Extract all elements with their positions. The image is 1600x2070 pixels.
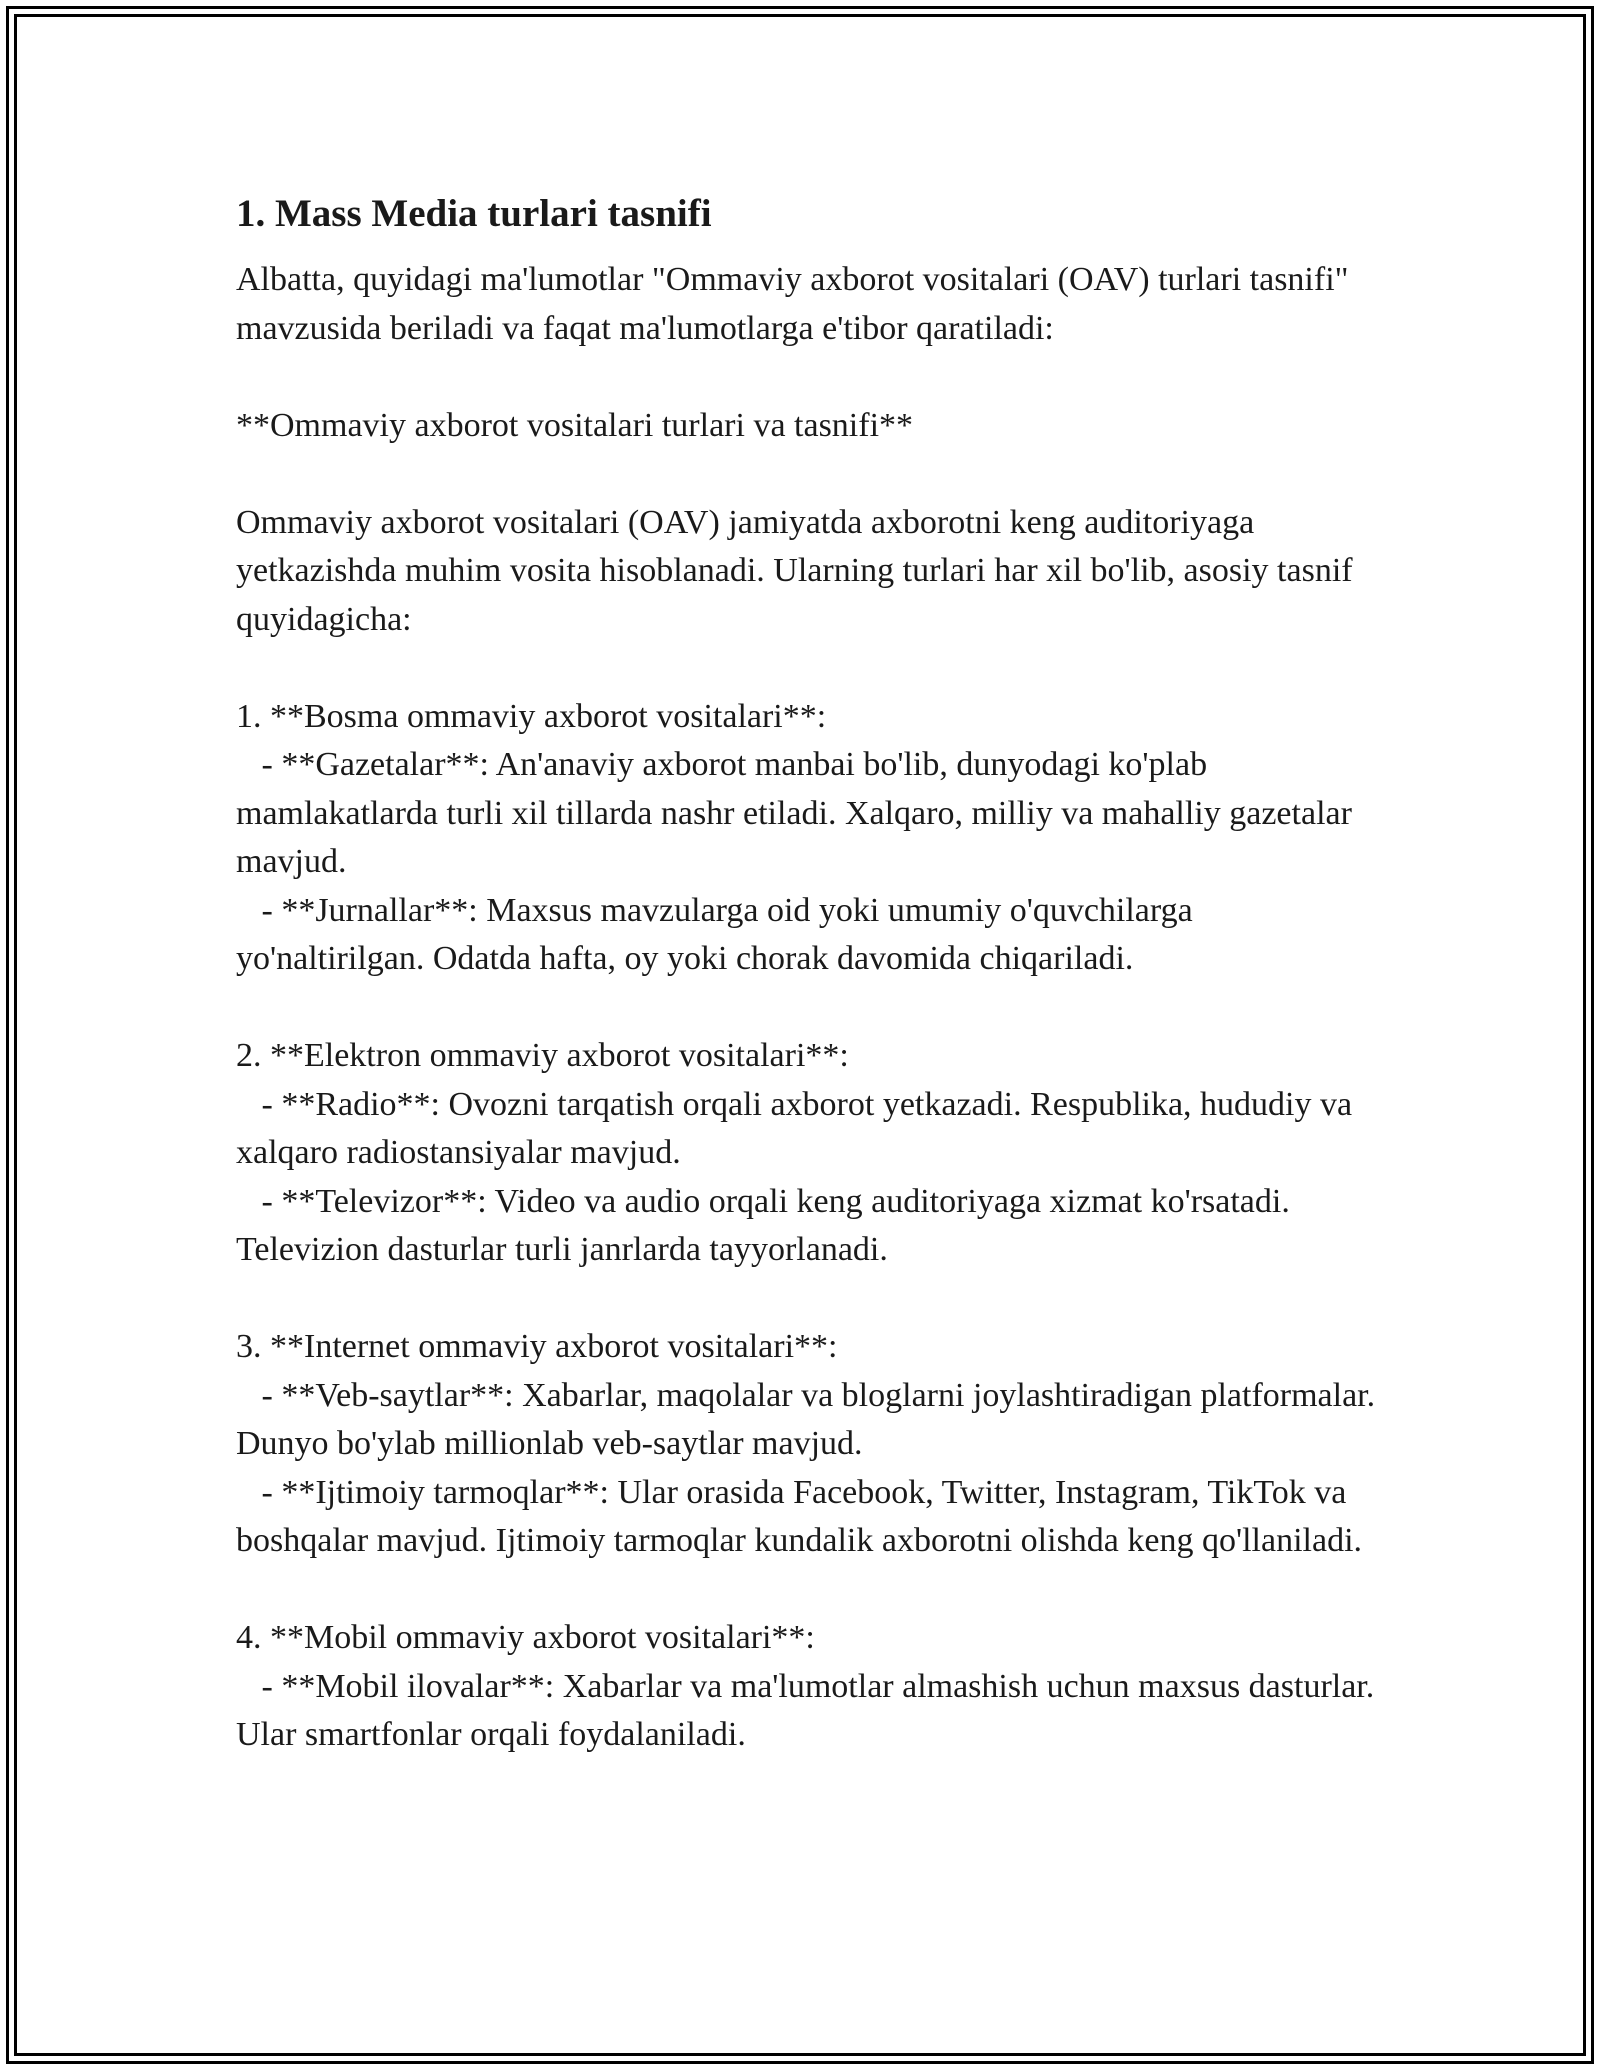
spacer [236,644,1376,693]
document-body [236,184,1384,1760]
subtitle-paragraph: **Ommaviy axborot vositalari turlari va tasnifi** [236,406,914,444]
document-title: 1. Mass Media turlari tasnifi [236,192,712,235]
spacer [236,1275,1376,1324]
section-heading: 1. **Bosma ommaviy axborot vositalari**: [236,697,827,735]
section-print-media [236,693,1376,984]
spacer [236,450,1376,499]
overview-paragraph: Ommaviy axborot vositalari (OAV) jamiyatda axborotni keng auditoriyaga yetkazishda muhim vosita hisoblanadi. Ularning turlari har xil bo'lib, asosiy tasnif quyidagicha: [236,503,1362,638]
spacer [236,353,1376,402]
list-item: - **Televizor**: Video va audio orqali keng auditoriyaga xizmat ko'rsatadi. Televizion dasturlar turli janrlarda tayyorlanadi. [236,1182,1298,1268]
list-item: - **Gazetalar**: An'anaviy axborot manbai bo'lib, dunyodagi ko'plab mamlakatlarda turli xil tillarda nashr etiladi. Xalqaro, milliy va mahalliy gazetalar mavjud. [236,746,1361,880]
list-item: - **Mobil ilovalar**: Xabarlar va ma'lumotlar almashish uchun maxsus dasturlar. Ular smartfonlar orqali foydalaniladi. [236,1667,1383,1753]
section-mobile-media [236,1614,1383,1760]
list-item: - **Radio**: Ovozni tarqatish orqali axborot yetkazadi. Respublika, hududiy va xalqaro radiostansiyalar mavjud. [236,1085,1361,1171]
list-item: - **Jurnallar**: Maxsus mavzularga oid yoki umumiy o'quvchilarga yo'naltirilgan. Odatda hafta, oy yoki chorak davomida chiqariladi. [236,891,1202,977]
intro-paragraph: Albatta, quyidagi ma'lumotlar "Ommaviy axborot vositalari (OAV) turlari tasnifi" mavzusida beriladi va faqat ma'lumotlarga e'tibor qaratiladi: [236,261,1358,347]
spacer [236,984,1376,1033]
section-heading: 3. **Internet ommaviy axborot vositalari**: [236,1328,838,1365]
section-heading: 4. **Mobil ommaviy axborot vositalari**: [236,1619,815,1656]
section-internet-media [236,1323,1384,1566]
section-electronic-media [236,1032,1376,1275]
list-item: - **Veb-saytlar**: Xabarlar, maqolalar va bloglarni joylashtiradigan platformalar. Dunyo bo'ylab millionlab veb-saytlar mavjud. [236,1376,1384,1462]
list-item: - **Ijtimoiy tarmoqlar**: Ular orasida Facebook, Twitter, Instagram, TikTok va boshqalar mavjud. Ijtimoiy tarmoqlar kundalik axborotni olishda keng qo'llaniladi. [236,1473,1363,1559]
spacer [236,1566,1376,1615]
section-heading: 2. **Elektron ommaviy axborot vositalari**: [236,1037,849,1074]
